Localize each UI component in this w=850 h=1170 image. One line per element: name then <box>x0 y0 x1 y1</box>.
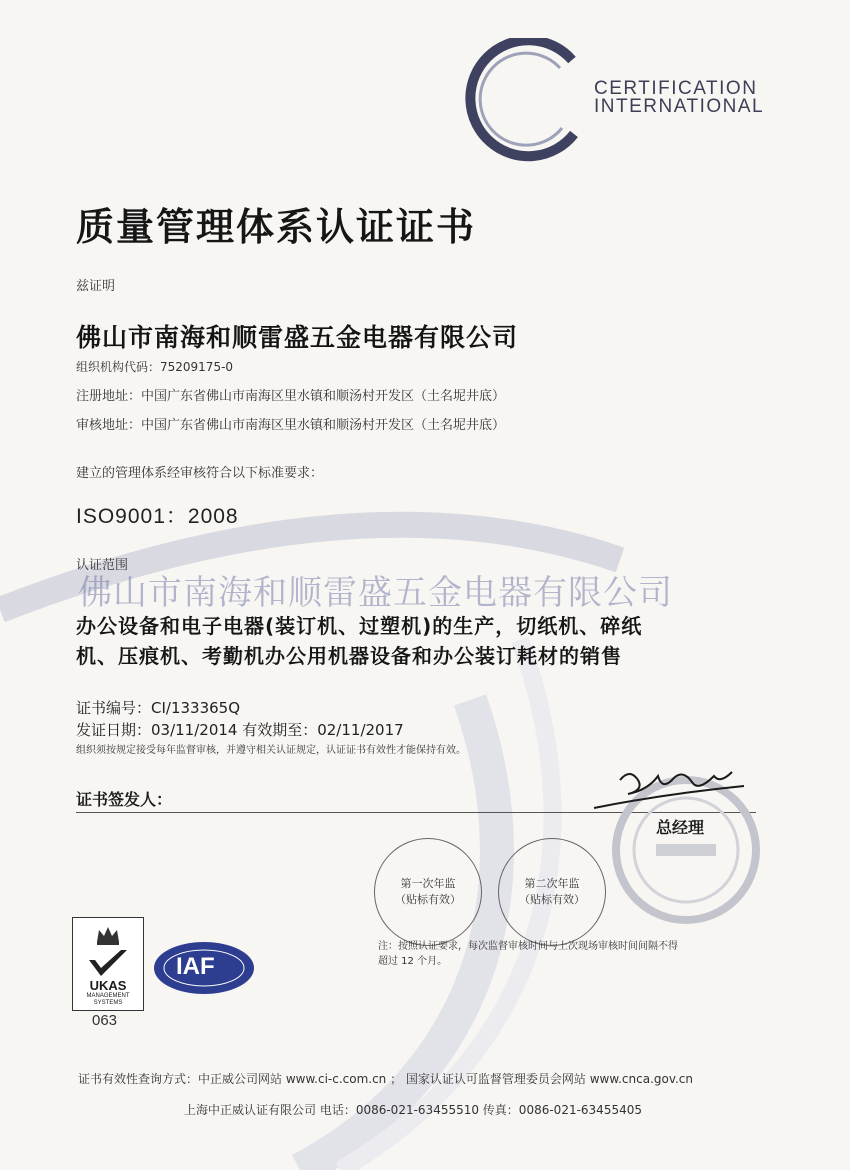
general-manager-label: 总经理 <box>656 818 705 837</box>
issue-and-expiry-dates: 发证日期：03/11/2014 有效期至：02/11/2017 <box>76 721 404 739</box>
scope-line-1: 办公设备和电子电器(装订机、过塑机)的生产，切纸机、碎纸 <box>76 614 643 638</box>
surveillance-note-line-2: 超过 12 个月。 <box>378 956 448 967</box>
company-watermark: 佛山市南海和顺雷盛五金电器有限公司 <box>78 573 673 613</box>
logo-text-certification: CERTIFICATION <box>594 78 758 99</box>
handwritten-signature <box>590 760 760 820</box>
second-surveillance-label: 第二次年监 <box>524 877 580 890</box>
certificate-number: 证书编号：CI/133365Q <box>76 699 241 717</box>
ukas-number: 063 <box>92 1012 118 1029</box>
ukas-name: UKAS <box>89 978 127 993</box>
certification-logo-ring <box>460 38 590 162</box>
first-surveillance-note: （贴标有效） <box>395 893 461 906</box>
certificate-title: 质量管理体系认证证书 <box>76 205 477 249</box>
footer-contact: 上海中正威认证有限公司 电话：0086-021-63455510 传真：0086-021-63455405 <box>184 1103 642 1117</box>
validity-fine-print: 组织须按规定接受每年监督审核，并遵守相关认证规定，认证证书有效性才能保持有效。 <box>76 745 466 756</box>
ukas-tick-icon <box>87 948 129 978</box>
company-name: 佛山市南海和顺雷盛五金电器有限公司 <box>76 323 519 352</box>
org-code: 组织机构代码：75209175-0 <box>76 360 234 374</box>
ukas-sub-1: MANAGEMENT <box>86 993 130 999</box>
hereby-label: 兹证明 <box>76 279 116 294</box>
scope-line-2: 机、压痕机、考勤机办公用机器设备和办公装订耗材的销售 <box>76 644 622 668</box>
logo-text-international: INTERNATIONAL <box>594 96 765 117</box>
iaf-name: IAF <box>176 953 215 980</box>
signer-label: 证书签发人： <box>76 790 173 809</box>
footer-verification: 证书有效性查询方式：中正威公司网站 www.ci-c.com.cn ； 国家认证认可监督管理委员会网站 www.cnca.gov.cn <box>78 1072 694 1086</box>
crown-icon <box>95 924 121 946</box>
registered-address: 注册地址：中国广东省佛山市南海区里水镇和顺汤村开发区（土名坭井底） <box>76 389 506 404</box>
first-surveillance-label: 第一次年监 <box>400 877 456 890</box>
surveillance-note-line-1: 注：按照认证要求，每次监督审核时间与上次现场审核时间间隔不得 <box>378 941 678 952</box>
second-surveillance-note: （贴标有效） <box>519 893 585 906</box>
standard-name: ISO9001：2008 <box>76 505 239 528</box>
ukas-sub-2: SYSTEMS <box>93 1000 123 1006</box>
audit-address: 审核地址：中国广东省佛山市南海区里水镇和顺汤村开发区（土名坭井底） <box>76 418 506 433</box>
second-surveillance-stamp-area <box>498 838 606 946</box>
first-surveillance-stamp-area <box>374 838 482 946</box>
ukas-accreditation-mark <box>72 917 144 1011</box>
scope-label: 认证范围 <box>76 558 129 573</box>
standard-intro: 建立的管理体系经审核符合以下标准要求： <box>76 466 324 481</box>
